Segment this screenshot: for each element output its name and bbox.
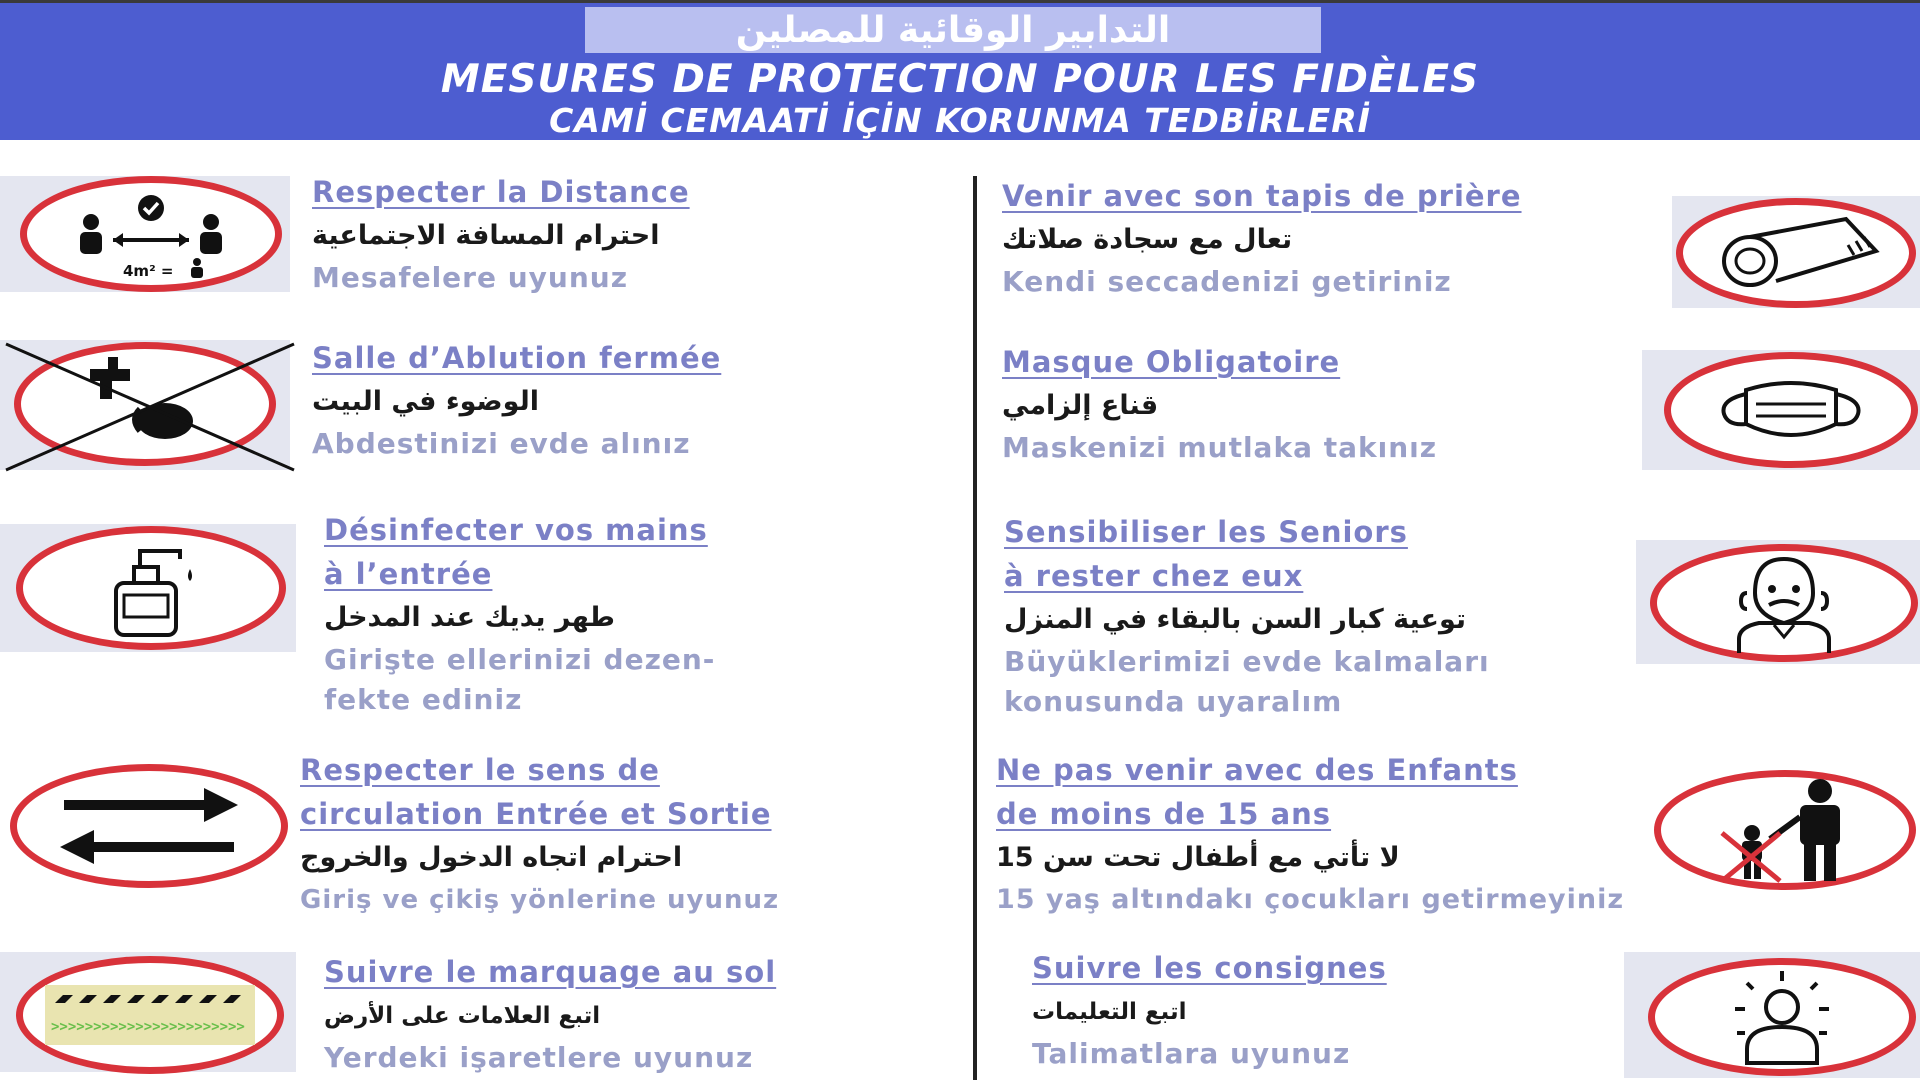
svg-text:>>>>>>>>>>>>>>>>>>>>>>>: >>>>>>>>>>>>>>>>>>>>>>> [51, 1019, 245, 1035]
item-text-ar: قناع إلزامي [1002, 390, 1159, 421]
item-title-fr: de moins de 15 ans [996, 797, 1332, 831]
circulation-arrows-icon [10, 764, 288, 888]
item-title-fr: Masque Obligatoire [1002, 345, 1341, 379]
prayer-mat-icon [1676, 198, 1916, 308]
header-banner [0, 0, 1920, 140]
item-mask [1002, 340, 1437, 468]
item-seniors [1004, 510, 1490, 722]
item-text-ar: احترام المسافة الاجتماعية [312, 220, 660, 251]
item-text-tr: Kendi seccadenizi getiriniz [1002, 265, 1452, 298]
item-text-ar: تعال مع سجادة صلاتك [1002, 224, 1293, 255]
item-text-tr: Yerdeki işaretlere uyunuz [324, 1041, 754, 1074]
item-text-ar: الوضوء في البيت [312, 386, 539, 417]
distance-icon [20, 176, 282, 292]
item-text-ar: طهر يديك عند المدخل [324, 602, 615, 633]
cross-out-mark [4, 342, 296, 472]
item-title-fr: Venir avec son tapis de prière [1002, 179, 1522, 213]
item-title-fr: à rester chez eux [1004, 559, 1304, 593]
arabic-title: التدابير الوقائية للمصلين [585, 7, 1321, 53]
item-title-fr: Ne pas venir avec des Enfants [996, 753, 1518, 787]
item-text-ar: لا تأتي مع أطفال تحت سن 15 [996, 842, 1400, 873]
face-mask-icon [1664, 352, 1918, 468]
item-instructions [1032, 946, 1387, 1074]
item-title-fr: Respecter le sens de [300, 753, 660, 787]
item-title-fr: Suivre les consignes [1032, 951, 1387, 985]
item-prayer-mat [1002, 174, 1522, 302]
turkish-title: CAMİ CEMAATİ İÇİN KORUNMA TEDBİRLERİ [549, 101, 1371, 140]
item-text-tr: konusunda uyaralım [1004, 685, 1343, 718]
item-text-tr: Abdestinizi evde alınız [312, 427, 691, 460]
item-text-ar: توعية كبار السن بالبقاء في المنزل [1004, 604, 1467, 635]
item-title-fr: Respecter la Distance [312, 175, 690, 209]
item-floor-marking [324, 950, 776, 1078]
item-ablution [312, 336, 721, 464]
item-text-tr: Büyüklerimizi evde kalmaları [1004, 645, 1490, 678]
item-text-tr: 15 yaş altındakı çocukları getirmeyiniz [996, 884, 1625, 915]
item-text-tr: fekte ediniz [324, 683, 523, 716]
item-sanitize [324, 508, 715, 720]
distance-label: 4m² = [123, 262, 174, 280]
item-text-tr: Talimatlara uyunuz [1032, 1037, 1351, 1070]
item-text-tr: Giriş ve çikiş yönlerine uyunuz [300, 885, 780, 915]
floor-marking-icon [16, 956, 284, 1074]
item-text-tr: Mesafelere uyunuz [312, 261, 629, 294]
column-divider [973, 176, 977, 1080]
hand-sanitizer-icon [16, 526, 286, 650]
item-title-fr: Suivre le marquage au sol [324, 955, 777, 989]
item-title-fr: Sensibiliser les Seniors [1004, 515, 1408, 549]
senior-icon [1650, 544, 1918, 662]
item-circulation [300, 748, 779, 920]
item-children [996, 748, 1624, 920]
item-text-ar: اتبع العلامات على الأرض [324, 1003, 601, 1029]
follow-instructions-icon [1648, 958, 1916, 1076]
no-children-icon [1654, 770, 1916, 890]
item-distance [312, 170, 690, 298]
item-title-fr: à l’entrée [324, 557, 493, 591]
item-text-tr: Girişte ellerinizi dezen- [324, 643, 716, 676]
item-title-fr: Salle d’Ablution fermée [312, 341, 722, 375]
item-title-fr: circulation Entrée et Sortie [300, 797, 772, 831]
item-title-fr: Désinfecter vos mains [324, 513, 708, 547]
item-text-tr: Maskenizi mutlaka takınız [1002, 431, 1438, 464]
item-text-ar: احترام اتجاه الدخول والخروج [300, 842, 683, 873]
item-text-ar: اتبع التعليمات [1032, 999, 1187, 1025]
french-title: MESURES DE PROTECTION POUR LES FIDÈLES [440, 57, 1480, 102]
